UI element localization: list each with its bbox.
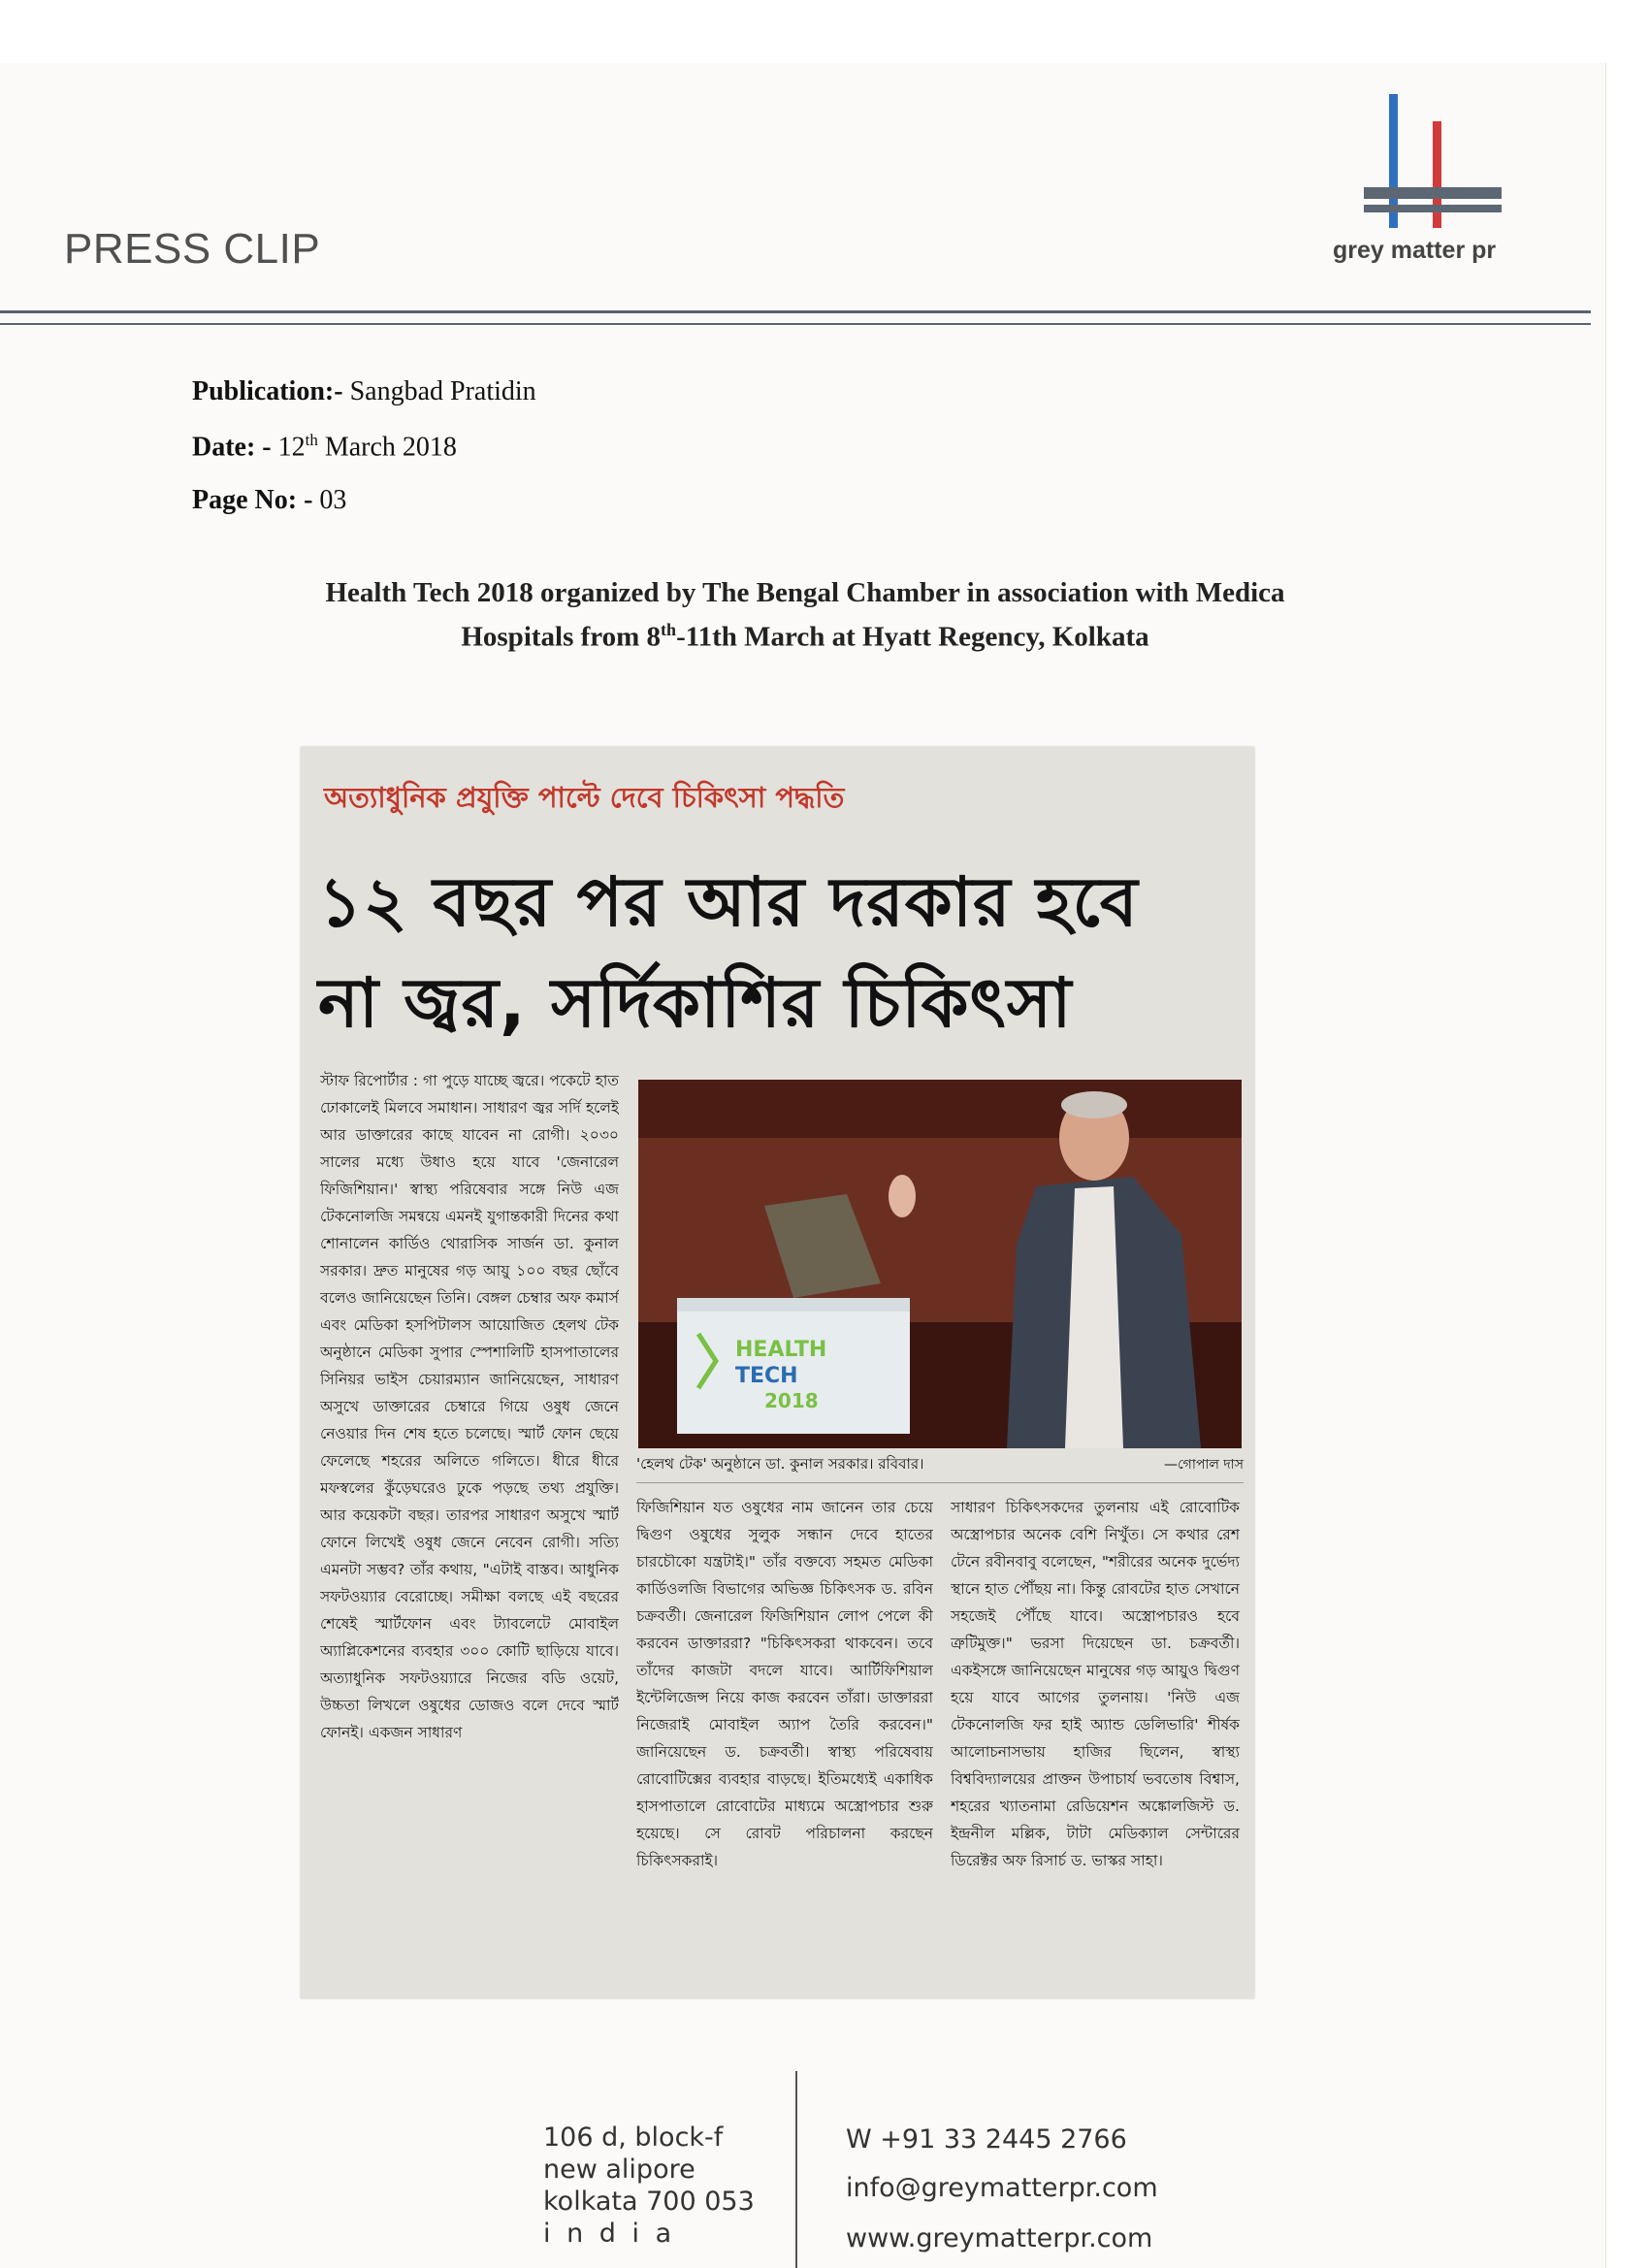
logo-text: grey matter pr <box>1333 237 1497 264</box>
clipping-title-line-2: না জ্বর, সর্দিকাশির চিকিৎসা <box>318 963 1073 1043</box>
publication-label: Publication:- <box>192 376 343 406</box>
newspaper-clipping <box>301 747 1254 1998</box>
date-line <box>192 431 457 463</box>
address-line-2: new alipore <box>543 2155 695 2185</box>
headline-line-1: Health Tech 2018 organized by The Bengal Chamber in association with Medica <box>325 577 1285 608</box>
date-rest: March 2018 <box>324 432 457 463</box>
footer-divider <box>795 2071 797 2268</box>
address-line-1: 106 d, block-f <box>543 2122 724 2153</box>
headline-sup: th <box>661 620 677 639</box>
page-value: 03 <box>319 485 347 515</box>
photo-caption <box>636 1453 1244 1483</box>
photo-banner-line-1: HEALTH <box>735 1338 827 1362</box>
article-column-1: স্টাফ রিপোর্টার : গা পুড়ে যাচ্ছে জ্বরে। পকেটে হাত ঢোকালেই মিলবে সমাধান। সাধারণ জ্বর সর্দি হলেই আর ডাক্তারের কাছে যাবেন না রোগী। ২০৩০ সালের মধ্যে উধাও হয়ে যাবে 'জেনারেল ফিজিশিয়ান।' স্বাস্থ্য পরিষেবার সঙ্গে নিউ এজ টেকনোলজি সমন্বয়ে এমনই যুগান্তকারী দিনের কথা শোনালেন কার্ডিও থোরাসিক সার্জন ডা. কুনাল সরকার। দ্রুত মানুষের গড় আয়ু ১০০ বছর ছোঁবে বলেও জানিয়েছেন তিনি। বেঙ্গল চেম্বার অফ কমার্স এবং মেডিকা হসপিটালস আয়োজিত হেলথ টেক অনুষ্ঠানে মেডিকা সুপার স্পেশালিটি হাসপাতালের সিনিয়র ভাইস চেয়ারম্যান জানিয়েছেন, সাধারণ অসুখে ডাক্তারের চেম্বারে গিয়ে ওষুধ জেনে নেওয়ার দিন শেষ হতে চলেছে। স্মার্ট ফোন ছেয়ে ফেলেছে শহরের অলিতে গলিতে। ধীরে ধীরে মফস্বলের কুঁড়েঘরেও ঢুকে পড়ছে তথ্য প্রযুক্তি। আর কয়েকটা বছর। তারপর সাধারণ অসুখে স্মার্ট ফোনে লিখেই ওষুধ জেনে নেবেন রোগী। সত্যি এমনটা সম্ভব? তাঁর কথায়, "এটাই বাস্তব। আধুনিক সফটওয়্যার বেরোচ্ছে। সমীক্ষা বলছে এই বছরের শেষেই স্মার্টফোন এবং ট্যাবলেটে মোবাইল অ্যাপ্লিকেশনের ব্যবহার ৩০০ কোটি ছাড়িয়ে যাবে। অত্যাধুনিক সফটওয়্যারে নিজের বডি ওয়েট, উচ্চতা লিখলে ওষুধের ডোজও বলে দেবে স্মার্ট ফোনই। একজন সাধারণ <box>320 1072 619 1741</box>
publication-line <box>192 376 536 407</box>
speaker-photo-illustration <box>638 1080 1242 1448</box>
photo-banner-line-3: 2018 <box>764 1389 819 1412</box>
headline-line-2-end: -11th March at Hyatt Regency, Kolkata <box>676 621 1149 653</box>
page-title: PRESS CLIP <box>64 225 321 273</box>
article-column-2: ফিজিশিয়ান যত ওষুধের নাম জানেন তার চেয়ে দ্বিগুণ ওষুধের সুলুক সন্ধান দেবে হাতের চারচৌকো যন্ত্রটাই।" তাঁর বক্তব্যে সহমত মেডিকা কার্ডিওলজি বিভাগের অভিজ্ঞ চিকিৎসক ড. রবিন চক্রবর্তী। জেনারেল ফিজিশিয়ান লোপ পেলে কী করবেন ডাক্তাররা? "চিকিৎসকরা থাকবেন। তবে তাঁদের কাজটা বদলে যাবে। আর্টিফিশিয়াল ইন্টেলিজেন্স নিয়ে কাজ করবেন তাঁরা। ডাক্তাররা নিজেরাই মোবাইল অ্যাপ তৈরি করবেন।" জানিয়েছেন ড. চক্রবর্তী। স্বাস্থ্য পরিষেবায় রোবোটিক্সের ব্যবহার বাড়ছে। ইতিমধ্যেই একাধিক হাসপাতালে রোবোটের মাধ্যমে অস্ত্রোপচার শুরু হয়েছে। সে রোবট পরিচালনা করছেন চিকিৎসকরাই। <box>636 1499 933 1869</box>
date-label: Date: - <box>192 432 272 463</box>
photo-caption-text: 'হেলথ টেক' অনুষ্ঠানে ডা. কুনাল সরকার। রবিবার। <box>636 1455 924 1473</box>
footer-email[interactable]: info@greymatterpr.com <box>846 2173 1158 2203</box>
clipping-kicker: অত্যাধুনিক প্রযুক্তি পাল্টে দেবে চিকিৎসা পদ্ধতি <box>324 781 845 814</box>
event-headline <box>194 574 1416 656</box>
page-number-line <box>192 485 346 516</box>
date-day: 12 <box>277 432 306 463</box>
headline-line-2-start: Hospitals from 8 <box>461 621 662 653</box>
address-line-3: kolkata 700 053 <box>543 2187 755 2217</box>
clipping-title <box>318 852 1240 1053</box>
photo-credit: —গোপাল দাস <box>1163 1457 1244 1473</box>
header-rule-bottom <box>0 323 1591 325</box>
date-suffix: th <box>305 431 318 449</box>
speaker-photo <box>638 1080 1242 1448</box>
headline-line-2 <box>194 611 1416 656</box>
footer-address <box>543 2122 755 2250</box>
publication-value: Sangbad Pratidin <box>349 376 536 406</box>
page-label: Page No: - <box>192 485 313 515</box>
address-line-4: i n d i a <box>543 2219 676 2249</box>
footer-website[interactable]: www.greymatterpr.com <box>846 2223 1153 2253</box>
photo-banner-line-2: TECH <box>735 1364 798 1388</box>
article-column-3: সাধারণ চিকিৎসকদের তুলনায় এই রোবোটিক অস্ত্রোপচার অনেক বেশি নিখুঁত। সে কথার রেশ টেনে রবীনবাবু বলেছেন, "শরীরের অনেক দুর্ভেদ্য স্থানে হাত পৌঁছয় না। কিন্তু রোবটের হাত সেখানে সহজেই পৌঁছে যাবে। অস্ত্রোপচারও হবে ত্রুটিমুক্ত।" ভরসা দিয়েছেন ডা. চক্রবর্তী। একইসঙ্গে জানিয়েছেন মানুষের গড় আয়ুও দ্বিগুণ হয়ে যাবে আগের তুলনায়। 'নিউ এজ টেকনোলজি ফর হাই অ্যান্ড ডেলিভারি' শীর্ষক আলোচনাসভায় হাজির ছিলেন, স্বাস্থ্য বিশ্ববিদ্যালয়ের প্রাক্তন উপাচার্য ভবতোষ বিশ্বাস, শহরের খ্যাতনামা রেডিয়েশন অঙ্কোলজিস্ট ড. ইন্দ্রনীল মল্লিক, টাটা মেডিক্যাল সেন্টারের ডিরেক্টর অফ রিসার্চ ড. ভাস্কর সাহা। <box>951 1499 1240 1869</box>
footer-phone: W +91 33 2445 2766 <box>846 2124 1127 2155</box>
clipping-title-line-1: ১২ বছর পর আর দরকার হবে <box>318 862 1139 942</box>
header-rule-top <box>0 310 1591 313</box>
